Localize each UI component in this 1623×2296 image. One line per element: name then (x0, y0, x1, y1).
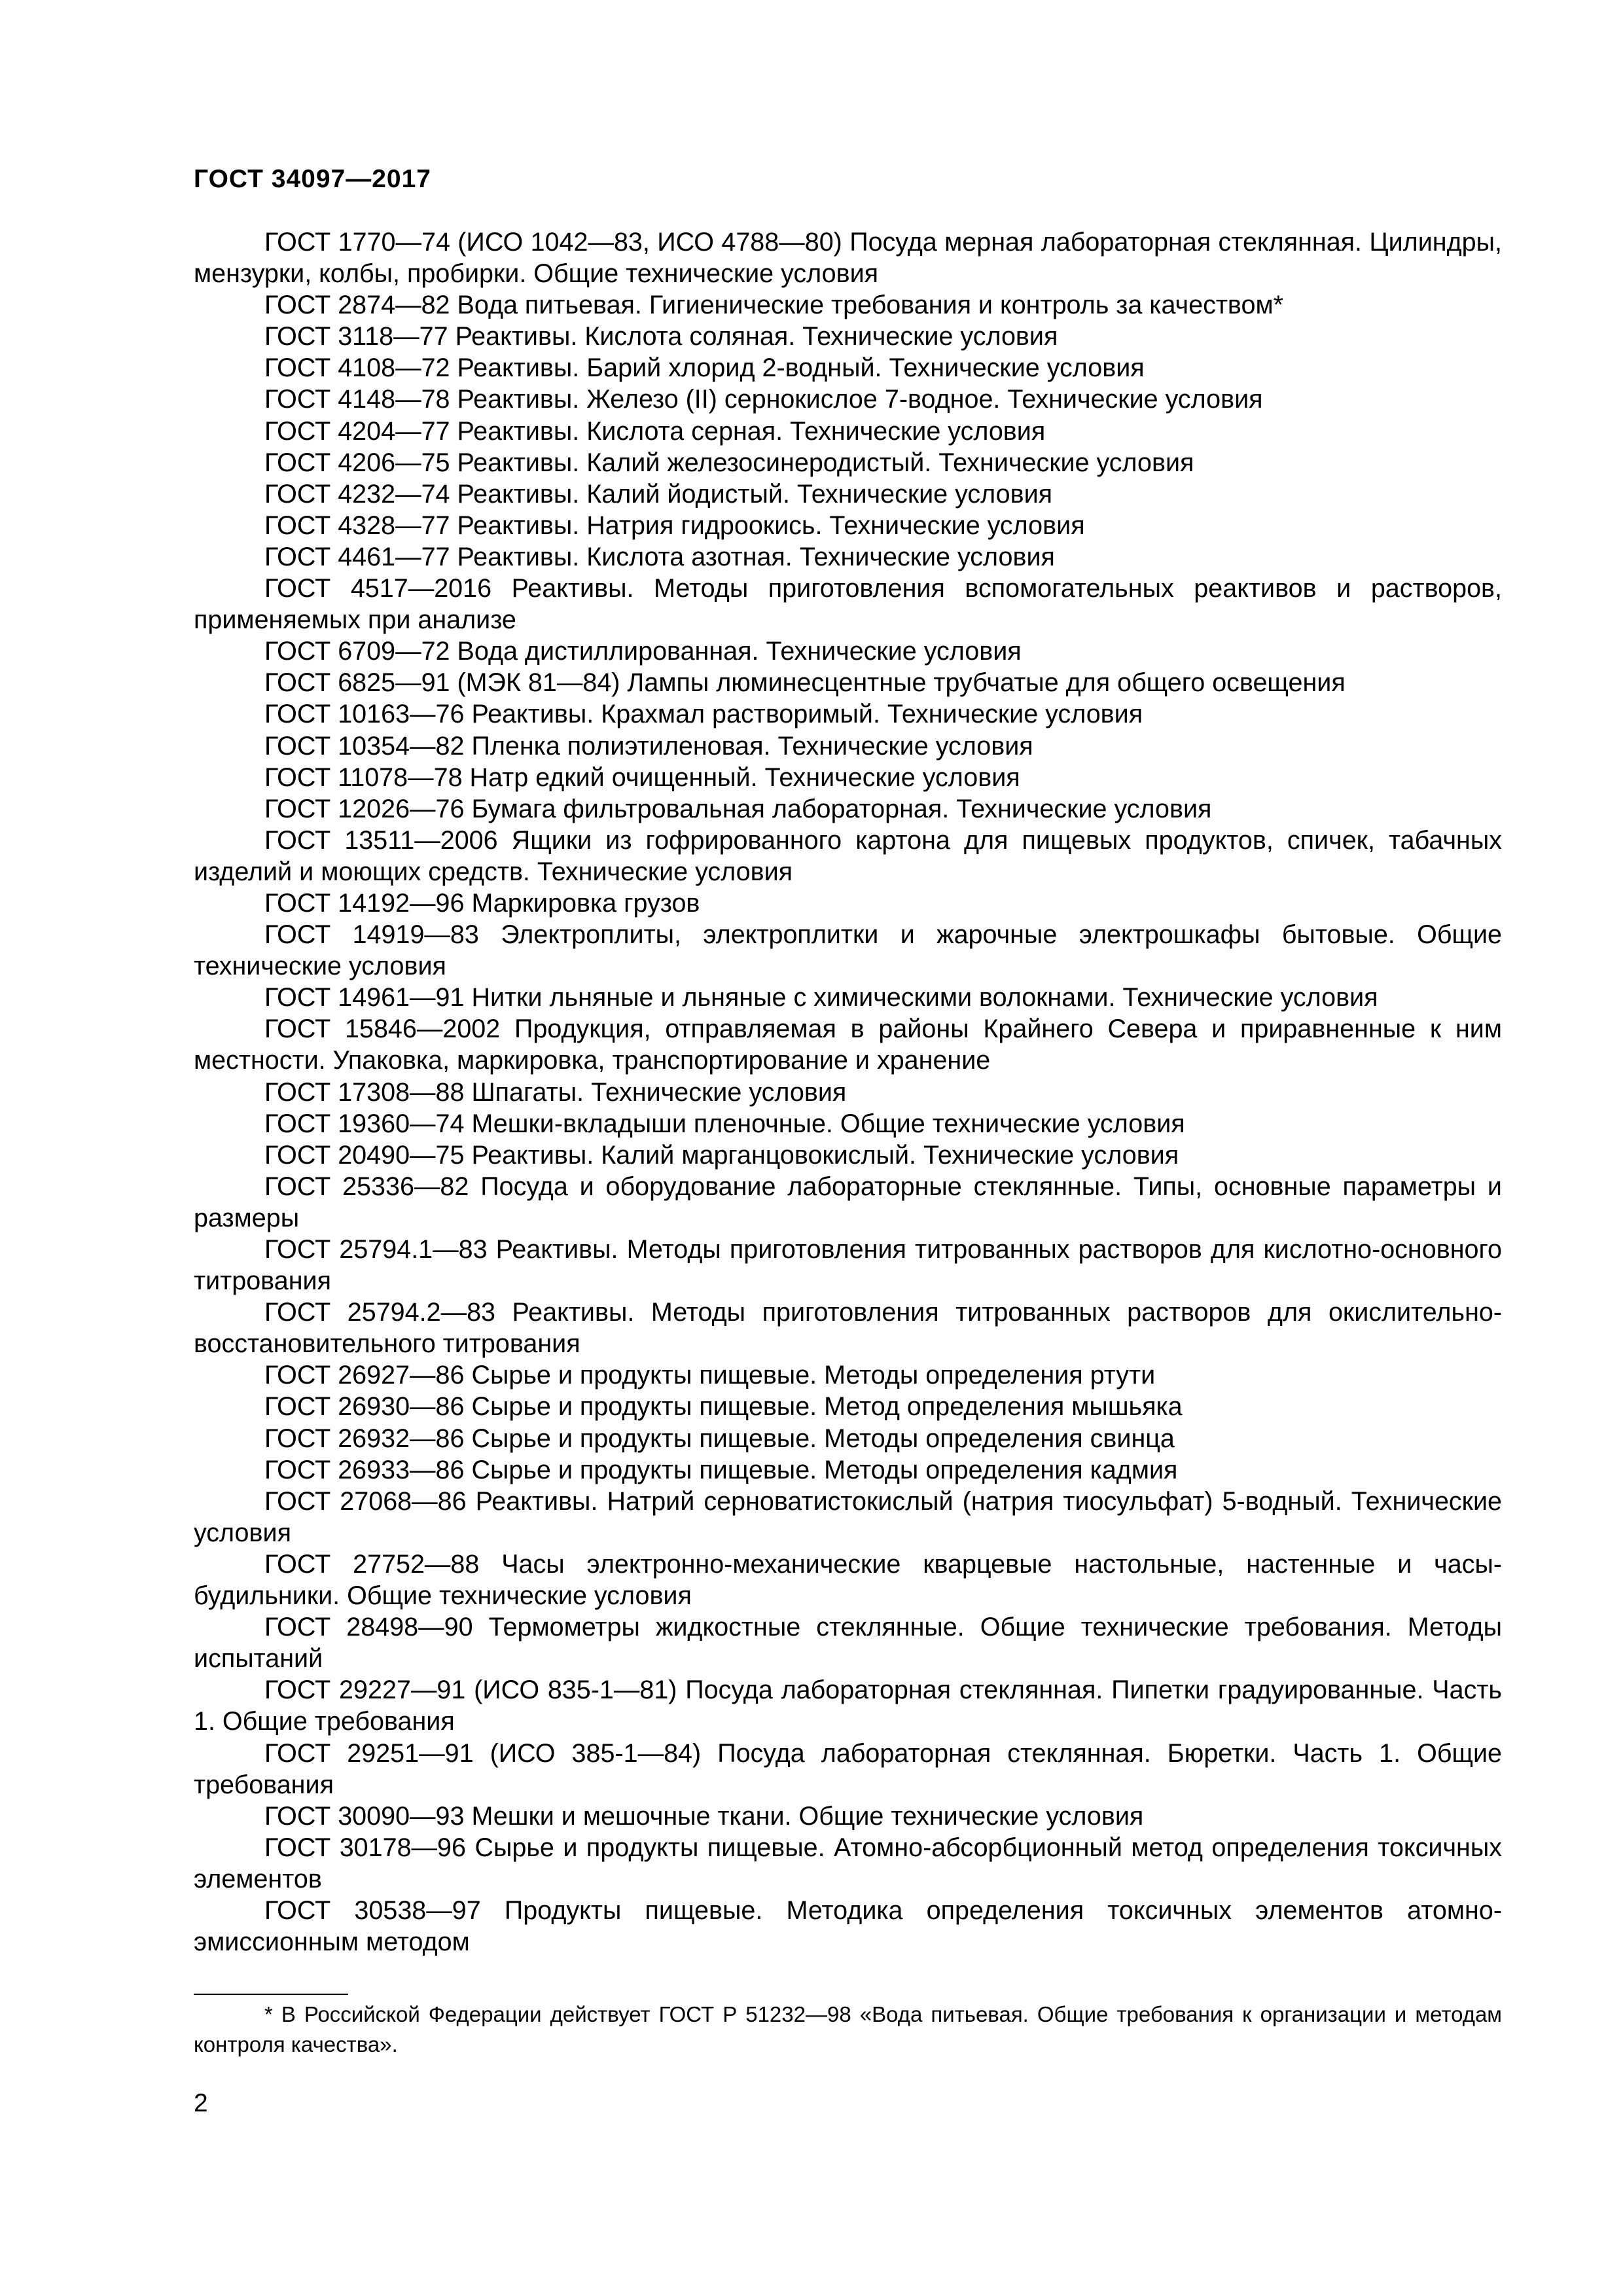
reference-item: ГОСТ 26932—86 Сырье и продукты пищевые. Методы определения свинца (264, 1424, 1175, 1453)
reference-item: ГОСТ 14192—96 Маркировка грузов (264, 888, 700, 918)
reference-item: ГОСТ 30090—93 Мешки и мешочные ткани. Общие технические условия (264, 1801, 1144, 1831)
reference-item: ГОСТ 26930—86 Сырье и продукты пищевые. Метод определения мышьяка (264, 1392, 1183, 1422)
reference-item: ГОСТ 28498—90 Термометры жидкостные стеклянные. Общие технические требования. Методы испытаний (194, 1613, 1502, 1674)
reference-item: ГОСТ 4328—77 Реактивы. Натрия гидроокись. Технические условия (264, 511, 1085, 540)
reference-item: ГОСТ 17308—88 Шпагаты. Технические условия (264, 1077, 847, 1107)
footnote-separator (194, 1994, 348, 1995)
reference-item: ГОСТ 10354—82 Пленка полиэтиленовая. Технические условия (264, 731, 1033, 761)
reference-item: ГОСТ 15846—2002 Продукция, отправляемая в районы Крайнего Севера и приравненные к ним местности. Упаковка, маркировка, транспортирование и хранение (194, 1014, 1502, 1075)
normative-references-list (194, 226, 1502, 1958)
reference-item: ГОСТ 6709—72 Вода дистиллированная. Технические условия (264, 637, 1022, 666)
footnote: * В Российской Федерации действует ГОСТ Р 51232—98 «Вода питьевая. Общие требования к организации и методам контроля качества». (194, 2002, 1502, 2056)
reference-item: ГОСТ 4108—72 Реактивы. Барий хлорид 2-водный. Технические условия (264, 353, 1145, 383)
reference-item: ГОСТ 25794.1—83 Реактивы. Методы приготовления титрованных растворов для кислотно-основного титрования (194, 1235, 1502, 1296)
reference-item: ГОСТ 11078—78 Натр едкий очищенный. Технические условия (264, 762, 1020, 792)
reference-item: ГОСТ 20490—75 Реактивы. Калий марганцовокислый. Технические условия (264, 1140, 1179, 1170)
reference-item: ГОСТ 26933—86 Сырье и продукты пищевые. Методы определения кадмия (264, 1455, 1178, 1484)
reference-item: ГОСТ 1770—74 (ИСО 1042—83, ИСО 4788—80) Посуда мерная лабораторная стеклянная. Цилиндры, мензурки, колбы, пробирки. Общие технические условия (194, 228, 1502, 289)
reference-item: ГОСТ 4204—77 Реактивы. Кислота серная. Технические условия (264, 416, 1046, 446)
reference-item: ГОСТ 13511—2006 Ящики из гофрированного картона для пищевых продуктов, спичек, табачных изделий и моющих средств. Технические условия (194, 825, 1502, 886)
reference-item: ГОСТ 4517—2016 Реактивы. Методы приготовления вспомогательных реактивов и растворов, применяемых при анализе (194, 574, 1502, 635)
reference-item: ГОСТ 4148—78 Реактивы. Железо (II) сернокислое 7-водное. Технические условия (264, 385, 1263, 414)
reference-item: ГОСТ 26927—86 Сырье и продукты пищевые. Методы определения ртути (264, 1361, 1156, 1390)
reference-item: ГОСТ 4206—75 Реактивы. Калий железосинеродистый. Технические условия (264, 448, 1194, 477)
reference-item: ГОСТ 30538—97 Продукты пищевые. Методика определения токсичных элементов атомно-эмиссионным методом (194, 1895, 1502, 1957)
page-header-doc-code: ГОСТ 34097—2017 (194, 165, 431, 193)
reference-item: ГОСТ 19360—74 Мешки-вкладыши пленочные. Общие технические условия (264, 1109, 1185, 1138)
reference-item: ГОСТ 27752—88 Часы электронно-механические кварцевые настольные, настенные и часы-будильники. Общие технические условия (194, 1549, 1502, 1611)
reference-item: ГОСТ 4232—74 Реактивы. Калий йодистый. Технические условия (264, 479, 1053, 509)
page-number: 2 (194, 2089, 208, 2117)
reference-item: ГОСТ 25794.2—83 Реактивы. Методы приготовления титрованных растворов для окислительно-восстановительного титрования (194, 1298, 1502, 1359)
reference-item: ГОСТ 29227—91 (ИСО 835-1—81) Посуда лабораторная стеклянная. Пипетки градуированные. Часть 1. Общие требования (194, 1676, 1502, 1736)
reference-item: ГОСТ 30178—96 Сырье и продукты пищевые. Атомно-абсорбционный метод определения токсичных элементов (194, 1833, 1502, 1893)
reference-item: ГОСТ 2874—82 Вода питьевая. Гигиенические требования и контроль за качеством* (264, 291, 1283, 320)
reference-item: ГОСТ 4461—77 Реактивы. Кислота азотная. Технические условия (264, 542, 1055, 571)
reference-item: ГОСТ 27068—86 Реактивы. Натрий серноватистокислый (натрия тиосульфат) 5-водный. Технические условия (194, 1486, 1502, 1547)
reference-item: ГОСТ 6825—91 (МЭК 81—84) Лампы люминесцентные трубчатые для общего освещения (264, 668, 1346, 698)
reference-item: ГОСТ 12026—76 Бумага фильтровальная лабораторная. Технические условия (264, 794, 1212, 823)
reference-item: ГОСТ 29251—91 (ИСО 385-1—84) Посуда лабораторная стеклянная. Бюретки. Часть 1. Общие требования (194, 1738, 1502, 1799)
reference-item: ГОСТ 14961—91 Нитки льняные и льняные с химическими волокнами. Технические условия (264, 983, 1378, 1013)
reference-item: ГОСТ 3118—77 Реактивы. Кислота соляная. Технические условия (264, 322, 1058, 351)
reference-item: ГОСТ 25336—82 Посуда и оборудование лабораторные стеклянные. Типы, основные параметры и размеры (194, 1172, 1502, 1232)
reference-item: ГОСТ 10163—76 Реактивы. Крахмал растворимый. Технические условия (264, 700, 1143, 729)
reference-item: ГОСТ 14919—83 Электроплиты, электроплитки и жарочные электрошкафы бытовые. Общие технические условия (194, 920, 1502, 981)
